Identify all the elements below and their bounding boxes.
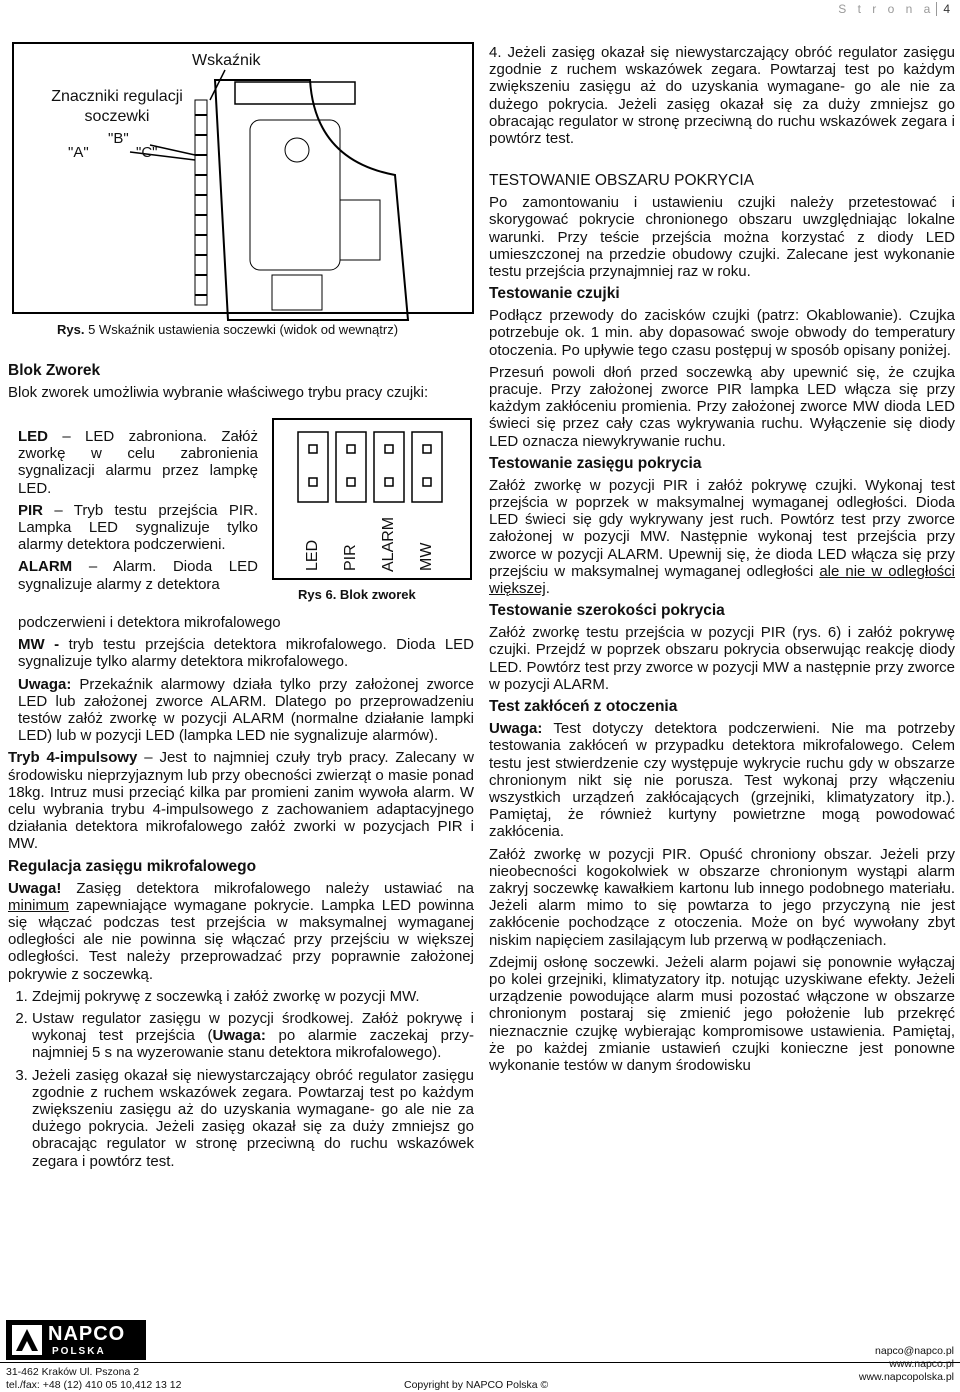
zasieg-body: Załóż zworkę w pozycji PIR i załóż pokrywę czujki. Wykonaj test przejścia w poprzek w maksymalnej wymaganej odległości. Dioda LED świeci się gdy wykrywany jest ruch. Powtórz test przy zworce założonej w pozycji MW. Następnie wykonaj test przejścia przy zworce w pozycji ALARM. Upewnij się, że dioda LED włącza się przy przejściu w maksymalnej wymaganej odległości xyxy=(489,476,955,580)
figure-6-jumper-block xyxy=(272,418,472,580)
copyright: Copyright by NAPCO Polska © xyxy=(404,1379,549,1391)
marker-c-label: "C" xyxy=(136,144,158,161)
step-2 xyxy=(32,1010,474,1062)
napco-logo xyxy=(6,1320,146,1360)
brand-name: NAPCO xyxy=(48,1323,126,1345)
tryb-text: – Jest to najmniej czuły tryb pracy. Zalecany w środowisku nieprzyjaznym lub przy obecności zwierząt o masie ponad 18kg. Intruz musi przeciąć kilka par promieni zanim wywoła alarm. W celu wybrania trybu 4-impulsowego z zachowaniem adaptacyjnego działania detektora mikrofalowego załóż zworki w pozycjach PIR i MW. xyxy=(8,749,474,853)
figure-5 xyxy=(10,40,476,352)
page-label: S t r o n a xyxy=(838,2,935,16)
zakl-p1 xyxy=(489,720,955,840)
alarm-key: ALARM xyxy=(18,558,73,576)
markers-label xyxy=(42,87,192,127)
markers-label-line2: soczewki xyxy=(84,108,150,125)
left-column xyxy=(8,362,474,406)
step-2-b: Uwaga: xyxy=(212,1027,266,1045)
led-key: LED xyxy=(18,428,48,445)
blok-intro: Blok zworek umożliwia wybranie właściwego trybu pracy czujki: xyxy=(8,384,429,401)
web-link-2[interactable]: www.napcopolska.pl xyxy=(858,1371,954,1383)
page-header xyxy=(838,2,950,16)
tryb-key: Tryb 4-impulsowy xyxy=(8,749,138,767)
indicator-label: Wskaźnik xyxy=(192,52,261,69)
zasieg-underline: ale nie w odległości większej xyxy=(489,562,956,598)
zakl-title: Test zakłóceń z otoczenia xyxy=(489,698,678,716)
step-2-c: po alarmie zaczekaj przy- najmniej 5 s na wyzerowanie stanu detektora mikrofalowego). xyxy=(32,1027,475,1062)
jumper-pir-label: PIR xyxy=(342,544,359,571)
alarm-desc xyxy=(18,558,258,592)
caption-num: Rys. xyxy=(57,322,85,337)
alarm-text: – Alarm. Dioda LED sygnalizuje alarmy z detektora xyxy=(18,558,258,593)
footer-contacts xyxy=(859,1345,954,1384)
pir-desc xyxy=(18,502,258,554)
reg-title: Regulacja zasięgu mikrofalowego xyxy=(8,857,257,875)
test-title: TESTOWANIE OBSZARU POKRYCIA xyxy=(489,172,754,190)
alarm-cont: podczerwieni i detektora mikrofalowego xyxy=(18,614,281,631)
reg-uwaga: Uwaga! xyxy=(8,879,62,897)
mw-desc xyxy=(8,636,474,670)
led-desc xyxy=(18,428,258,497)
uwaga-key: Uwaga: xyxy=(18,675,72,693)
footer-divider xyxy=(0,1362,960,1363)
left-column-body xyxy=(8,614,474,1175)
czujki-p1: Podłącz przewody do zacisków czujki (patrz: Okablowanie). Czujka potrzebuje ok. 1 min. aby dopasować swoje obwody do temperatury otoczenia. Po upływie tego czasu postępuj w sposób opisany poniżej. xyxy=(489,307,955,359)
mw-text: tryb testu przejścia detektora mikrofalowego. Dioda LED sygnalizuje tylko alarmy detektora mikrofalowego. xyxy=(18,636,474,671)
jumper-led-label: LED xyxy=(304,539,321,571)
tryb-desc xyxy=(8,749,474,852)
figure-6-caption: Rys 6. Blok zworek xyxy=(298,587,416,602)
szer-title: Testowanie szerokości pokrycia xyxy=(489,602,725,620)
uwaga-desc xyxy=(8,676,474,745)
caption-text: 5 Wskaźnik ustawienia soczewki (widok od wewnątrz) xyxy=(88,322,399,337)
marker-a-label: "A" xyxy=(68,144,89,161)
zakl-uwaga: Uwaga: xyxy=(489,720,543,738)
led-text: – LED zabroniona. Załóż zworkę w celu zabronienia sygnalizacji alarmu przez lampkę LED. xyxy=(18,428,258,497)
uwaga-text: Przekaźnik alarmowy działa tylko przy założonej zworce LED lub założonej zworce ALARM. Dlatego po przeprowadzeniu testów załóż zworkę w pozycji ALARM (normalne działanie lampki LED) lub w pozycji LED (lampka LED nie sygnalizuje alarmów). xyxy=(18,675,474,745)
step-1: 1. Zdejmij pokrywę z soczewką i załóż zworkę w pozycji MW. xyxy=(32,988,474,1005)
zakl-p3: Zdejmij osłonę soczewki. Jeżeli alarm pojawi się ponownie wyłączaj po kolei grzejniki, klimatyzatory itp. notując uzyskiwane efekty. Jeżeli urządzenie powodujące alarm musi pozostać włączone w obszarze chronionym postaraj się zmienić jego położenie lub przekręć nieznacznie czujkę wybierając kompromisowe ustawienia. Pamiętaj, że po każdej zmianie ustawień czujki konieczne jest ponowne wykonanie testów w danym środowisku xyxy=(489,953,955,1074)
blok-title: Blok Zworek xyxy=(8,362,101,379)
email-link[interactable]: napco@napco.pl xyxy=(875,1345,954,1357)
zakl-p1-text: Test dotyczy detektora podczerwieni. Nie ma potrzeby testowania zakłóceń w przypadku detektora mikrofalowego. Celem testu jest stwierdzenie czy występuje wykrycie ruchu gdy w obszarze chronionym nikt się nie porusza. Test wykonaj przy włączeniu wszystkich urządzeń zakłócających (grzejniki, klimatyzatory itp.). Pamiętaj, że również kurtyny powietrzne mogą powodować zakłócenia. xyxy=(489,720,955,841)
footer-address xyxy=(6,1366,181,1392)
jumper-mw-label: MW xyxy=(418,542,435,571)
step-3: 3. Jeżeli zasięg okazał się niewystarczający obróć regulator zasięgu zgodnie z ruchem wskazówek zegara. Powtarzaj test po każdym zwiększeniu zasięgu aż do uzyskania wymagane- go ale nie za dużego pokrycia. Jeżeli zasięg okazał się za duży zmniejsz go obracając regulator w stronę przeciwną do ruchu wskazówek zegara i powtórz test. xyxy=(32,1067,474,1170)
reg-text xyxy=(8,880,474,983)
zasieg-title: Testowanie zasięgu pokrycia xyxy=(489,454,702,472)
zakl-p2: Załóż zworkę w pozycji PIR. Opuść chroniony obszar. Jeżeli przy nieobecności kogokolwiek w obszarze chronionym wystąpi alarm zakryj soczewkę kawałkiem kartonu lub innego podobnego materiału. Jeżeli alarm mimo to się powtarza to jego przyczyną nie jest zakłócenie pochodzące z otoczenia. Może on być wywołany zbyt niskim napięciem zasilającym lub przerwą w podłączeniach. xyxy=(489,845,955,949)
steps-list xyxy=(8,988,474,1170)
figure-5-caption xyxy=(57,322,398,337)
markers-label-line1: Znaczniki regulacji xyxy=(51,88,183,105)
web-link-1[interactable]: www.napco.pl xyxy=(889,1358,954,1370)
mw-key: MW - xyxy=(18,636,60,654)
jumper-descriptions xyxy=(18,428,258,593)
reg-text-1: Zasięg detektora mikrofalowego należy ustawiać na xyxy=(76,879,474,897)
napco-emblem-icon xyxy=(8,1321,46,1359)
pir-text: – Tryb testu przejścia PIR. Lampka LED sygnalizuje tylko alarmy detektora podczerwieni. xyxy=(18,501,258,554)
szer-text: Załóż zworkę testu przejścia w pozycji PIR (rys. 6) i załóż pokrywę czujki. Przejdź w poprzek obszaru pokrycia obserwując reakcję diody LED. Powtórz test przy zworce w pozycji MW a następnie przy zworce w pozycji ALARM. xyxy=(489,624,955,693)
page-number: 4 xyxy=(936,2,950,16)
reg-text-2: zapewniające wymagane pokrycie. Lampka LED powinna się włączać podczas test przejścia w maksymalnej wymaganej odległości ale nie powinna się włączać przy przejściu w większej odległości. Test należy przeprowadzać przy poprawnie założonej pokrywie z soczewką. xyxy=(8,896,474,983)
right-column xyxy=(489,44,955,1079)
pir-key: PIR xyxy=(18,501,44,519)
step-4: 4. Jeżeli zasięg okazał się niewystarczający obróć regulator zasięgu zgodnie z ruchem wskazówek zegara. Powtarzaj test po każdym zwiększeniu zasięgu aż do uzyskania wymagane- go ale nie za dużego pokrycia. Jeżeli zasięg okazał się za duży zmniejsz go obracając regulator w stronę przeciwną do ruchu wskazówek zegara i powtórz test. xyxy=(489,44,955,148)
address: 31-462 Kraków Ul. Pszona 2 xyxy=(6,1366,140,1378)
phone: tel./fax: +48 (12) 410 05 10,412 13 12 xyxy=(6,1379,182,1391)
step-2-a: Ustaw regulator zasięgu w pozycji środkowej. Załóż pokrywę i wykonaj test przejścia ( xyxy=(32,1010,474,1045)
czujki-p2: Przesuń powoli dłoń przed soczewką aby upewnić się, że czujka pracuje. Przy założonej zworce PIR lampka LED włącza się przy każdym zakłóceniu promienia. Przy założonej zworce MW dioda LED świeci się przez cały czas wykrywania ruchu. Wyłączenie się diody LED oznacza niewykrywanie ruchu. xyxy=(489,363,955,450)
marker-b-label: "B" xyxy=(108,130,129,147)
reg-minimum: minimum xyxy=(8,896,69,914)
czujki-title: Testowanie czujki xyxy=(489,285,620,303)
brand-sub: POLSKA xyxy=(52,1346,106,1357)
zasieg-text: Załóż zworkę w pozycji PIR i załóż pokrywę czujki. Wykonaj test przejścia w poprzek w maksymalnej wymaganej odległości. Dioda LED świeci się gdy wykrywany jest ruch. Powtórz test przy zworce założonej w pozycji MW. Następnie wykonaj test przejścia przy zworce w pozycji ALARM. Upewnij się, że dioda LED włącza się przy przejściu w maksymalnej wymaganej odległości ale nie w odległości większej. xyxy=(489,476,956,598)
test-text: Po zamontowaniu i ustawieniu czujki należy przetestować i skorygować pokrycie chronionego obszaru uwzględniając lokalne warunki. Przy teście przejścia można korzystać z diody LED umieszczonej na przedzie obudowy czujki. Zalecane jest wykonanie testu przejścia przynajmniej raz w roku. xyxy=(489,194,955,281)
jumper-alarm-label: ALARM xyxy=(380,516,397,572)
